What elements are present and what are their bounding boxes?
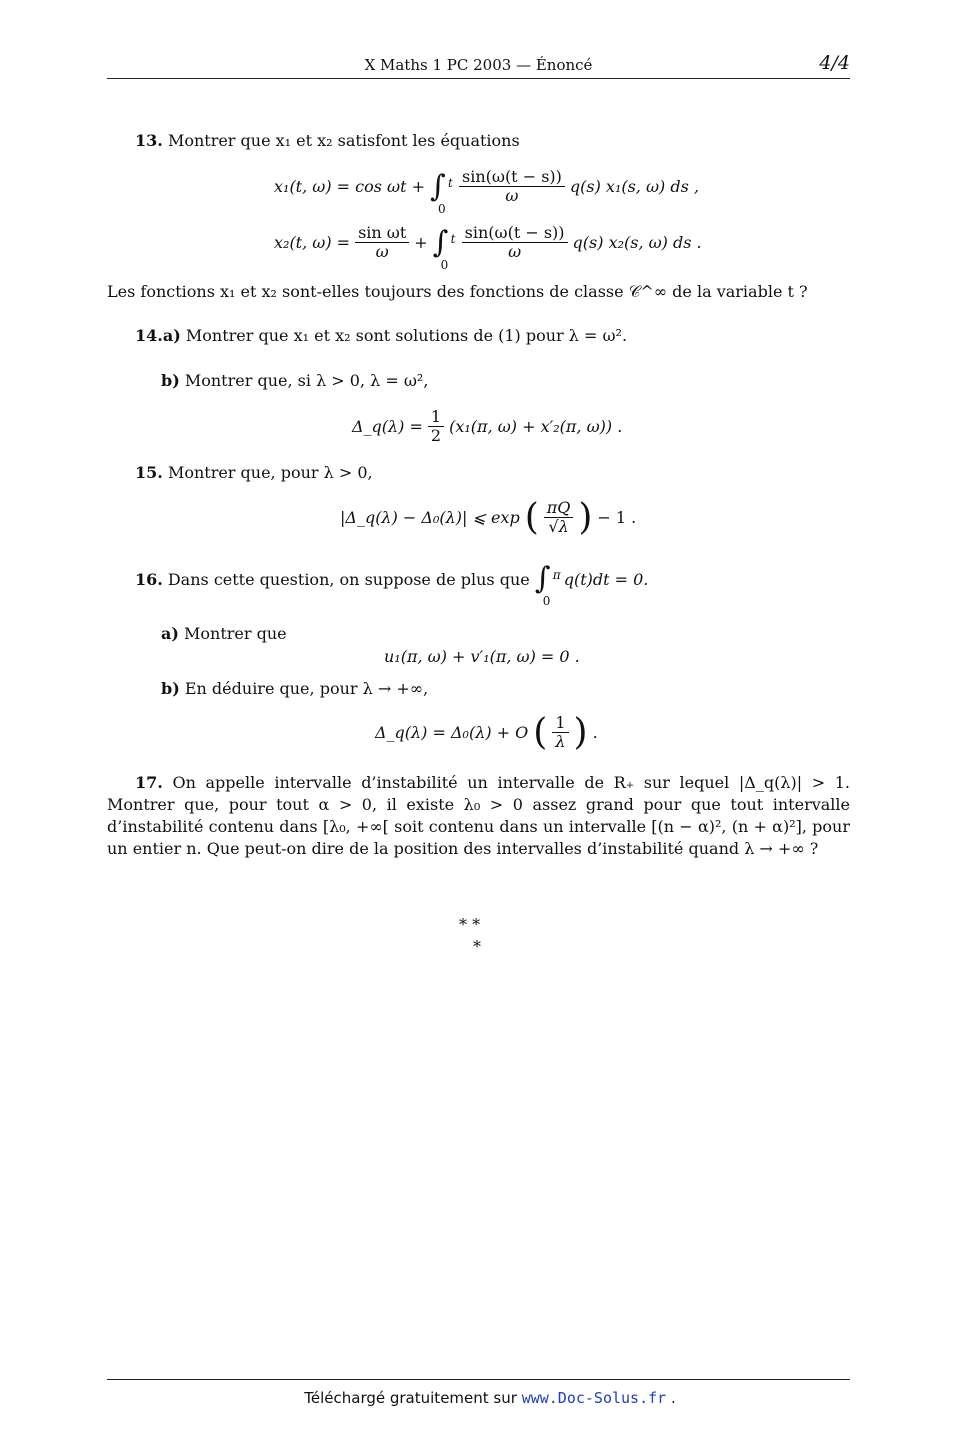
q13-question: Les fonctions x₁ et x₂ sont-elles toujours des fonctions de classe 𝒞^∞ de la variable t ? xyxy=(107,282,808,301)
integral-upper-bound: π xyxy=(552,568,561,582)
integral-lower-bound: 0 xyxy=(542,594,551,608)
integral-lower-bound: 0 xyxy=(440,257,449,272)
page-number: 4/4 xyxy=(819,52,850,74)
q13-equation-2 xyxy=(274,223,702,272)
header-title: X Maths 1 PC 2003 — Énoncé xyxy=(364,56,593,74)
q13-eq2-first-numerator: sin ωt xyxy=(355,224,409,243)
q13-eq2-fraction xyxy=(462,224,568,261)
q13-eq2-plus: + xyxy=(414,233,428,252)
q14b-label: b) xyxy=(161,371,180,390)
q16b-equation xyxy=(375,711,598,753)
q13-intro: Montrer que x₁ et x₂ satisfont les équations xyxy=(167,131,520,150)
q14a-line xyxy=(135,326,627,346)
q15-eq-fraction xyxy=(544,499,574,536)
q16b-eq-fraction xyxy=(552,714,568,751)
q13-eq1-numerator: sin(ω(t − s)) xyxy=(459,168,565,187)
q13-eq2-lhs: x₂(t, ω) = xyxy=(274,233,351,252)
q15-equation xyxy=(340,496,637,538)
q16b-label: b) xyxy=(161,679,180,698)
stars-bottom: * xyxy=(473,937,481,956)
q15-number: 15. xyxy=(135,463,163,482)
integral-sign: ∫ t 0 xyxy=(433,228,457,258)
q16a-text: Montrer que xyxy=(184,624,287,643)
q14-number: 14.a) xyxy=(135,326,181,345)
q13-equation-1 xyxy=(274,167,699,216)
q16-text: Dans cette question, on suppose de plus que xyxy=(167,569,530,589)
integral-lower-bound: 0 xyxy=(438,201,446,216)
q16b-eq-denominator: λ xyxy=(555,732,566,751)
q16-number: 16. xyxy=(135,569,163,589)
q16b-text: En déduire que, pour λ → +∞, xyxy=(184,679,429,698)
q13-eq2-numerator: sin(ω(t − s)) xyxy=(462,224,568,243)
footer-end: . xyxy=(666,1389,676,1407)
q17-text: On appelle intervalle d’instabilité un intervalle de R₊ sur lequel |Δ_q(λ)| > 1. Montrer que, pour tout α > 0, il existe λ₀ > 0 assez grand pour que tout intervalle d’instabilité contenu dans [λ₀, +∞[ soit contenu dans un intervalle [(n − α)², (n + α)²], pour un entier n. Que peut-on dire de la position des intervalles d’instabilité quand λ → +∞ ? xyxy=(107,773,850,858)
right-paren: ) xyxy=(573,711,588,753)
q16b-line xyxy=(161,679,428,699)
q15-eq-denominator: √λ xyxy=(548,517,569,536)
q14-eq-numerator: 1 xyxy=(428,408,444,427)
q14-equation xyxy=(352,408,622,445)
integral-upper-bound: t xyxy=(448,175,453,190)
integral-sign: ∫ t 0 xyxy=(430,172,454,202)
q15-eq-numerator: πQ xyxy=(544,499,574,518)
q17-number: 17. xyxy=(135,773,163,792)
q16b-eq-tail: . xyxy=(592,723,598,742)
q14b-text: Montrer que, si λ > 0, λ = ω², xyxy=(184,371,429,390)
q15-line xyxy=(135,463,373,483)
right-paren: ) xyxy=(578,496,593,538)
integral-sign: ∫ π 0 xyxy=(535,564,559,594)
q13-eq1-lhs: x₁(t, ω) = cos ωt + xyxy=(274,177,426,196)
q13-eq2-denominator: ω xyxy=(508,242,522,261)
q16b-eq-numerator: 1 xyxy=(552,714,568,733)
q13-eq2-first-fraction xyxy=(355,224,409,261)
q13-eq1-denominator: ω xyxy=(505,186,519,205)
q16b-eq-lhs: Δ_q(λ) = Δ₀(λ) + O xyxy=(375,723,529,742)
q14-eq-tail: (x₁(π, ω) + x′₂(π, ω)) . xyxy=(449,417,623,436)
q13-intro-line xyxy=(135,131,520,151)
q16-line xyxy=(135,561,649,608)
q15-eq-tail: − 1 . xyxy=(597,508,637,527)
page-header xyxy=(107,54,850,79)
q16a-equation: u₁(π, ω) + v′₁(π, ω) = 0 . xyxy=(384,647,580,666)
footer-text: Téléchargé gratuitement sur xyxy=(304,1389,517,1407)
q14-eq-lhs: Δ_q(λ) = xyxy=(352,417,423,436)
left-paren: ( xyxy=(524,496,539,538)
q13-number: 13. xyxy=(135,131,163,150)
q15-text: Montrer que, pour λ > 0, xyxy=(167,463,373,482)
integral-upper-bound: t xyxy=(450,231,456,246)
q16-int-tail: q(t)dt = 0. xyxy=(563,569,649,589)
q17-paragraph xyxy=(107,772,850,860)
footer-link[interactable]: www.Doc-Solus.fr xyxy=(521,1389,667,1407)
q16a-label: a) xyxy=(161,624,179,643)
q14-eq-fraction xyxy=(428,408,444,445)
q14b-line xyxy=(161,371,428,391)
q15-eq-lhs: |Δ_q(λ) − Δ₀(λ)| ⩽ exp xyxy=(340,508,520,527)
stars-top: * * xyxy=(459,915,481,934)
q16a-line xyxy=(161,624,287,644)
q13-eq1-fraction xyxy=(459,168,565,205)
q13-eq2-tail: q(s) x₂(s, ω) ds . xyxy=(572,233,702,252)
q14-eq-denominator: 2 xyxy=(430,426,442,445)
q13-eq1-tail: q(s) x₁(s, ω) ds , xyxy=(569,177,699,196)
q14a-text: Montrer que x₁ et x₂ sont solutions de (1) pour λ = ω². xyxy=(185,326,628,345)
left-paren: ( xyxy=(533,711,548,753)
footer xyxy=(0,1389,980,1407)
q13-eq2-first-denominator: ω xyxy=(375,242,389,261)
footer-rule xyxy=(107,1379,850,1380)
